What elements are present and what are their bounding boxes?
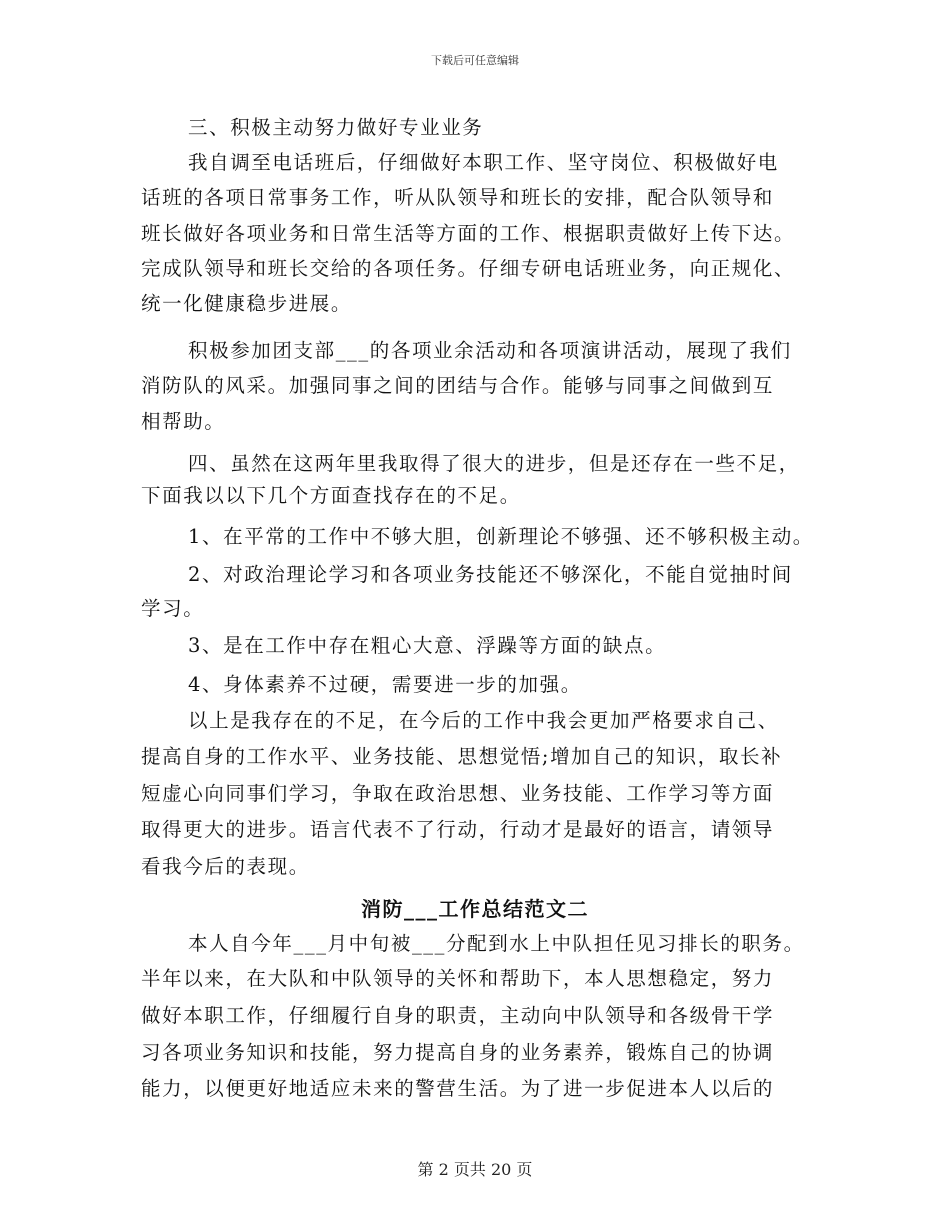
paragraph-line: 半年以来，在大队和中队领导的关怀和帮助下，本人思想稳定，努力: [141, 967, 775, 990]
list-item: 1、在平常的工作中不够大胆，创新理论不够强、还不够积极主动。: [188, 525, 814, 548]
paragraph-line: 做好本职工作，仔细履行自身的职责，主动向中队领导和各级骨干学: [141, 1004, 775, 1027]
paragraph-line: 班长做好各项业务和日常生活等方面的工作、根据职责做好上传下达。: [141, 222, 796, 245]
section-heading-4: 四、虽然在这两年里我取得了很大的进步，但是还存在一些不足，: [188, 452, 800, 475]
list-item: 3、是在工作中存在粗心大意、浮躁等方面的缺点。: [188, 634, 667, 657]
list-item: 2、对政治理论学习和各项业务技能还不够深化，不能自觉抽时间: [188, 563, 793, 586]
paragraph-line: 下面我以以下几个方面查找存在的不足。: [141, 484, 521, 507]
list-item: 4、身体素养不过硬，需要进一步的加强。: [188, 673, 582, 696]
paragraph-line: 相帮助。: [141, 410, 226, 433]
paragraph-line: 取得更大的进步。语言代表不了行动，行动才是最好的语言，请领导: [141, 818, 775, 841]
paragraph-line: 统一化健康稳步进展。: [141, 292, 353, 315]
paragraph-line: 我自调至电话班后，仔细做好本职工作、坚守岗位、积极做好电: [188, 151, 779, 174]
paragraph-line: 能力，以便更好地适应未来的警营生活。为了进一步促进本人以后的: [141, 1077, 775, 1100]
paragraph-line: 学习。: [141, 597, 205, 620]
paragraph-line: 习各项业务知识和技能，努力提高自身的业务素养，锻炼自己的协调: [141, 1041, 775, 1064]
paragraph-line: 提高自身的工作水平、业务技能、思想觉悟;增加自己的知识，取长补: [141, 745, 783, 768]
section-title: 消防___工作总结范文二: [361, 897, 589, 921]
section-heading-3: 三、积极主动努力做好专业业务: [188, 116, 484, 139]
paragraph-line: 以上是我存在的不足，在今后的工作中我会更加严格要求自己、: [188, 709, 779, 732]
paragraph-line: 话班的各项日常事务工作，听从队领导和班长的安排，配合队领导和: [141, 186, 775, 209]
paragraph-line: 消防队的风采。加强同事之间的团结与合作。能够与同事之间做到互: [141, 374, 775, 397]
paragraph-line: 短虚心向同事们学习，争取在政治思想、业务技能、工作学习等方面: [141, 782, 775, 805]
paragraph-line: 积极参加团支部___的各项业余活动和各项演讲活动，展现了我们: [188, 339, 792, 362]
paragraph-line: 本人自今年___月中旬被___分配到水上中队担任见习排长的职务。: [188, 932, 805, 955]
paragraph-line: 看我今后的表现。: [141, 855, 310, 878]
page-header: 下载后可任意编辑: [431, 54, 519, 67]
page-footer: 第 2 页共 20 页: [417, 1160, 533, 1179]
paragraph-line: 完成队领导和班长交给的各项任务。仔细专研电话班业务，向正规化、: [141, 257, 796, 280]
